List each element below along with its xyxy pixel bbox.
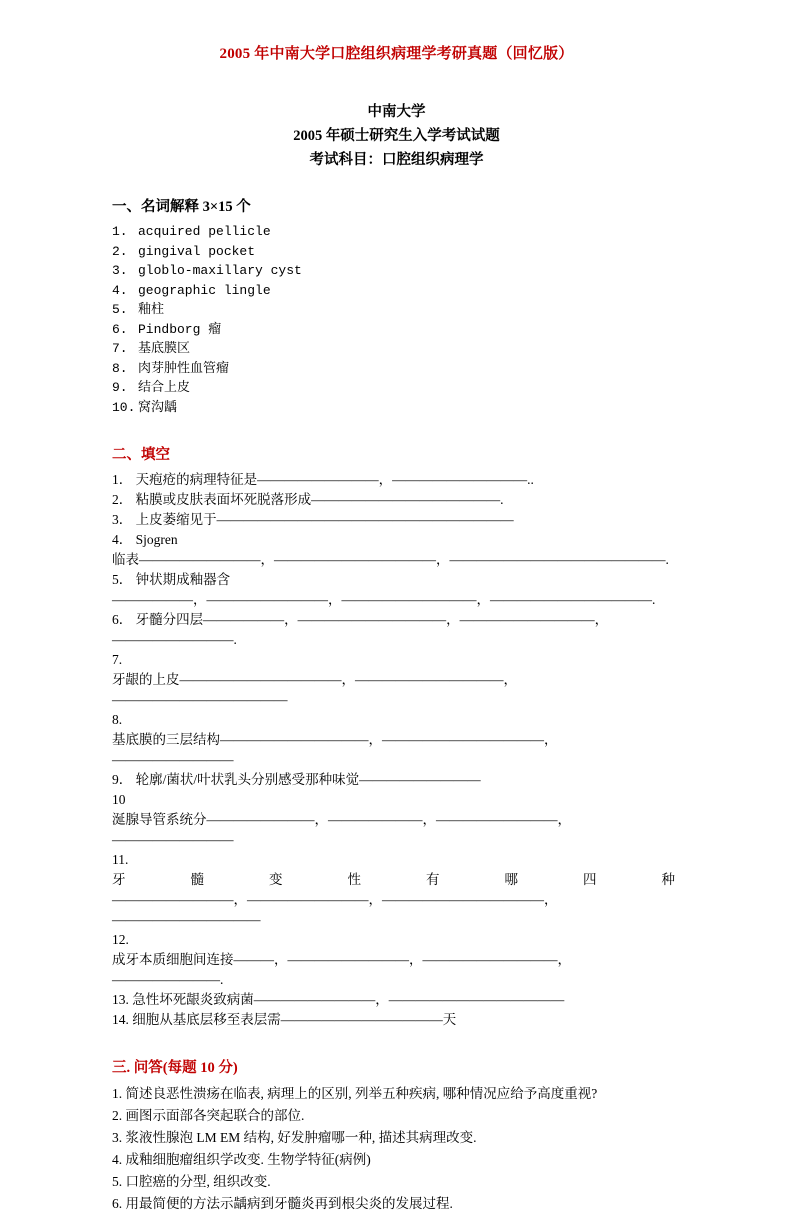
document-content — [112, 195, 675, 1214]
section-heading-terms: 一、名词解释 3×15 个 — [112, 199, 251, 215]
list-item-number: 1. — [112, 224, 128, 239]
list-item — [112, 378, 675, 398]
list-item: 11. — [112, 852, 129, 867]
list-item: 12. — [112, 932, 129, 947]
section-heading-essay: 三. 问答(每题 10 分) — [112, 1060, 238, 1076]
list-item-number: 5. — [112, 302, 128, 317]
list-item: 5. 口腔癌的分型, 组织改变. — [112, 1174, 271, 1189]
justified-char: 髓 — [190, 872, 204, 887]
list-item: 3. 浆液性腺泡 LM EM 结构, 好发肿瘤哪一种, 描述其病理改变. — [112, 1130, 477, 1145]
list-item: 5． 钟状期成釉器含 — [112, 572, 231, 587]
list-item-label: Pindborg 瘤 — [138, 321, 222, 337]
list-item-justified — [112, 870, 675, 890]
fill-in-blank-list — [112, 470, 675, 1030]
list-item-number: 7. — [112, 341, 128, 356]
list-item: 牙龈的上皮————————————，———————————，————————————— — [112, 672, 517, 707]
list-item — [112, 300, 675, 320]
list-item: 基底膜的三层结构———————————，————————————，————————— — [112, 732, 558, 767]
list-item: 4． Sjogren — [112, 532, 178, 547]
list-item: 1. 简述良恶性溃疡在临表, 病理上的区别, 列举五种疾病, 哪种情况应给予高度重视? — [112, 1086, 598, 1101]
list-item: 8. — [112, 712, 123, 727]
list-item-number: 2. — [112, 243, 128, 259]
justified-char: 哪 — [504, 872, 518, 887]
list-item-label: 结合上皮 — [138, 380, 191, 395]
list-item — [112, 222, 675, 242]
list-item: 涎腺导管系统分————————，———————，—————————，————————— — [112, 812, 571, 847]
list-item: —————————，—————————，————————————，——————————— — [112, 892, 558, 927]
justified-char: 牙 — [112, 872, 126, 887]
list-item-number: 9. — [112, 380, 128, 395]
list-item: 14. 细胞从基底层移至表层需————————————天 — [112, 1012, 457, 1027]
list-item-label: 肉芽肿性血管瘤 — [138, 360, 230, 376]
list-item: 9． 轮廓/菌状/叶状乳头分别感受那种味觉————————— — [112, 772, 481, 787]
section-heading-fill-in-blank: 二、填空 — [112, 447, 170, 463]
terms-list — [112, 222, 675, 417]
list-item: 7. — [112, 652, 123, 667]
list-item: 2. 画图示面部各突起联合的部位. — [112, 1108, 305, 1123]
list-item — [112, 359, 675, 379]
list-item: 成牙本质细胞间连接———，—————————，——————————，————————. — [112, 952, 571, 987]
exam-title: 2005 年硕士研究生入学考试试题 — [293, 128, 500, 144]
justified-char: 四 — [583, 872, 597, 887]
justified-char: 变 — [269, 872, 283, 887]
exam-header — [0, 101, 793, 171]
list-item — [112, 261, 675, 281]
list-item-number: 8. — [112, 360, 128, 376]
list-item-label: globlo-maxillary cyst — [138, 263, 302, 278]
list-item-label: 基底膜区 — [138, 341, 191, 356]
list-item: 3． 上皮萎缩见于—————————————————————— — [112, 512, 514, 527]
exam-subject: 考试科目：口腔组织病理学 — [309, 152, 484, 168]
list-item: 6． 牙髓分四层——————，———————————，——————————， — [112, 612, 609, 627]
list-item-label: 釉柱 — [138, 302, 165, 317]
list-item: 4. 成釉细胞瘤组织学改变. 生物学特征(病例) — [112, 1152, 371, 1167]
list-item-label: geographic lingle — [138, 282, 271, 298]
list-item: 1． 天疱疮的病理特征是—————————，——————————.. — [112, 472, 534, 487]
list-item-label: acquired pellicle — [138, 224, 271, 239]
list-item: ——————，—————————，——————————，————————————. — [112, 592, 656, 607]
essay-question-list — [112, 1083, 675, 1214]
list-item: 临表—————————，————————————，————————————————. — [112, 552, 669, 567]
justified-char: 种 — [661, 872, 675, 887]
list-item-number: 6. — [112, 321, 128, 337]
list-item — [112, 320, 675, 340]
page-title: 2005 年中南大学口腔组织病理学考研真题（回忆版） — [219, 46, 574, 62]
list-item — [112, 242, 675, 262]
list-item-label: gingival pocket — [138, 243, 256, 259]
list-item-number: 4. — [112, 282, 128, 298]
list-item-number: 3. — [112, 263, 128, 278]
list-item: 6. 用最简便的方法示龋病到牙髓炎再到根尖炎的发展过程. — [112, 1196, 453, 1211]
list-item: —————————. — [112, 632, 237, 647]
list-item: 10 — [112, 792, 126, 807]
list-item-label: 窝沟龋 — [138, 399, 178, 415]
university-name: 中南大学 — [367, 104, 426, 120]
list-item: 2． 粘膜或皮肤表面坏死脱落形成——————————————. — [112, 492, 504, 507]
list-item: 13. 急性坏死龈炎致病菌—————————，————————————— — [112, 992, 565, 1007]
justified-char: 性 — [347, 872, 361, 887]
list-item — [112, 281, 675, 301]
list-item — [112, 339, 675, 359]
list-item-number: 10. — [112, 399, 136, 415]
list-item — [112, 398, 675, 418]
justified-char: 有 — [426, 872, 440, 887]
